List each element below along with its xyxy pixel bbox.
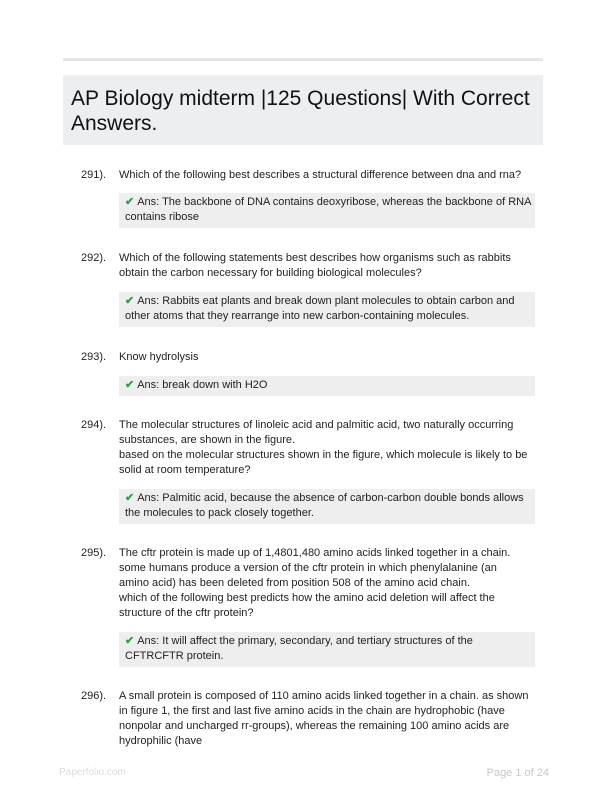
question-number: 292). bbox=[81, 252, 107, 264]
question-number: 293). bbox=[81, 351, 107, 363]
answer-text: Ans: The backbone of DNA contains deoxyribose, whereas the backbone of RNA contains ribose bbox=[125, 196, 531, 223]
check-icon: ✔ bbox=[125, 295, 135, 307]
question-number: 294). bbox=[81, 419, 107, 431]
question-text: Know hydrolysis bbox=[119, 351, 199, 363]
answer-box bbox=[119, 376, 535, 396]
check-icon: ✔ bbox=[125, 196, 135, 208]
page-number: Page 1 of 24 bbox=[486, 767, 549, 779]
check-icon: ✔ bbox=[125, 492, 135, 504]
check-icon: ✔ bbox=[125, 635, 135, 647]
answer-box bbox=[119, 292, 535, 327]
question-text: Which of the following statements best describes how organisms such as rabbits obtain the carbon necessary for building biological molecules? bbox=[119, 252, 511, 279]
title-banner bbox=[63, 75, 543, 145]
question-text: The molecular structures of linoleic acid and palmitic acid, two naturally occurring substances, are shown in the figure. based on the molecular structures shown in the figure, which molecule is likely to be solid at room temperature? bbox=[119, 419, 528, 476]
page-title: AP Biology midterm |125 Questions| With Correct Answers. bbox=[71, 87, 530, 135]
footer-source: Paperfolio.com bbox=[59, 767, 126, 778]
check-icon: ✔ bbox=[125, 379, 135, 391]
answer-text: Ans: Rabbits eat plants and break down plant molecules to obtain carbon and other atoms that they rearrange into new carbon-containing molecules. bbox=[125, 295, 515, 322]
answer-box bbox=[119, 489, 535, 524]
question-text: Which of the following best describes a structural difference between dna and rna? bbox=[119, 169, 522, 181]
top-divider bbox=[63, 58, 543, 61]
question-text: The cftr protein is made up of 1,4801,480 amino acids linked together in a chain. some humans produce a version of the cftr protein in which phenylalanine (an amino acid) has been deleted from position 508 of the amino acid chain. which of the following best predicts how the amino acid deletion will affect the structure of the cftr protein? bbox=[119, 547, 511, 619]
answer-box bbox=[119, 193, 535, 228]
question-number: 296). bbox=[81, 690, 107, 702]
answer-text: Ans: Palmitic acid, because the absence of carbon-carbon double bonds allows the molecules to pack closely together. bbox=[125, 492, 524, 519]
question-text: A small protein is composed of 110 amino acids linked together in a chain. as shown in figure 1, the first and last five amino acids in the chain are hydrophobic (have nonpolar and uncharged rr-groups), whereas the remaining 100 amino acids are hydrophilic (have bbox=[119, 690, 529, 747]
answer-text: Ans: It will affect the primary, secondary, and tertiary structures of the CFTRCFTR protein. bbox=[125, 635, 473, 662]
answer-box bbox=[119, 632, 535, 667]
question-number: 291). bbox=[81, 169, 107, 181]
question-number: 295). bbox=[81, 547, 107, 559]
answer-text: Ans: break down with H2O bbox=[137, 379, 268, 391]
